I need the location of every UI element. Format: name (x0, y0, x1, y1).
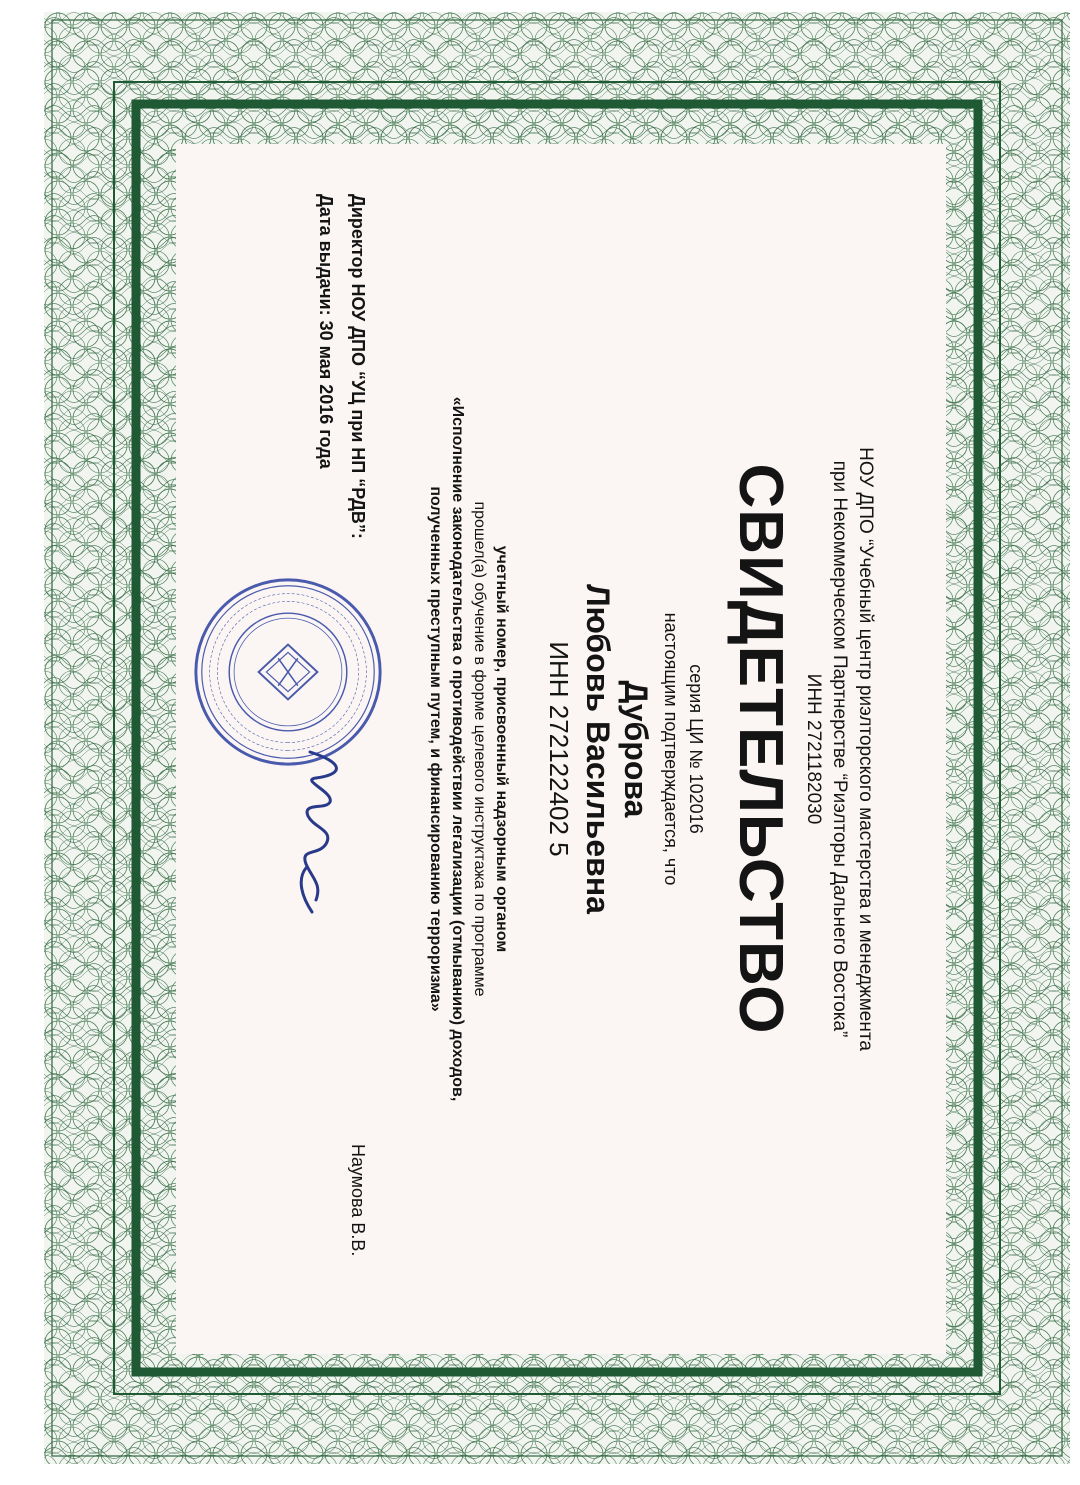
holder-inn: ИНН 272122402 5 (544, 641, 574, 857)
confirmation-text: настоящим подтверждается, что (661, 612, 681, 886)
document-title: СВИДЕТЕЛЬСТВО (726, 463, 795, 1035)
issuer-name-line-1: НОУ ДПО “Учебный центр риэлторского мастерства и менеджмента (855, 447, 876, 1051)
series-number: серия ЦИ № 102016 (686, 664, 706, 834)
program-title-line-2: полученных преступным путем, и финансированию терроризма» (427, 486, 444, 1012)
director-label: Директор НОУ ДПО “УЦ при НП “РДВ”: (348, 194, 368, 539)
inner-panel (176, 144, 946, 1354)
holder-given-names: Любовь Васильевна (580, 584, 616, 914)
registration-number-note: учетный номер, присвоенный надзорным органом (493, 545, 510, 953)
official-stamp (190, 574, 386, 770)
certificate (44, 12, 1070, 1464)
director-signature (286, 744, 356, 934)
director-name: Наумова В.В. (348, 1144, 368, 1257)
holder-surname: Дуброва (618, 680, 654, 818)
training-description: прошел(а) обучение в форме целевого инструктажа по программе (471, 501, 488, 997)
program-title-line-1: «Исполнение законодательства о противодействии легализации (отмыванию) доходов, (449, 396, 466, 1102)
issuer-name-line-2: при Некоммерческом Партнерстве “Риэлторы Дальнего Востока” (829, 460, 850, 1038)
issue-date: Дата выдачи: 30 мая 2016 года (316, 194, 336, 469)
issuer-inn: ИНН 2721182030 (803, 673, 824, 825)
certificate-content (176, 144, 946, 1354)
